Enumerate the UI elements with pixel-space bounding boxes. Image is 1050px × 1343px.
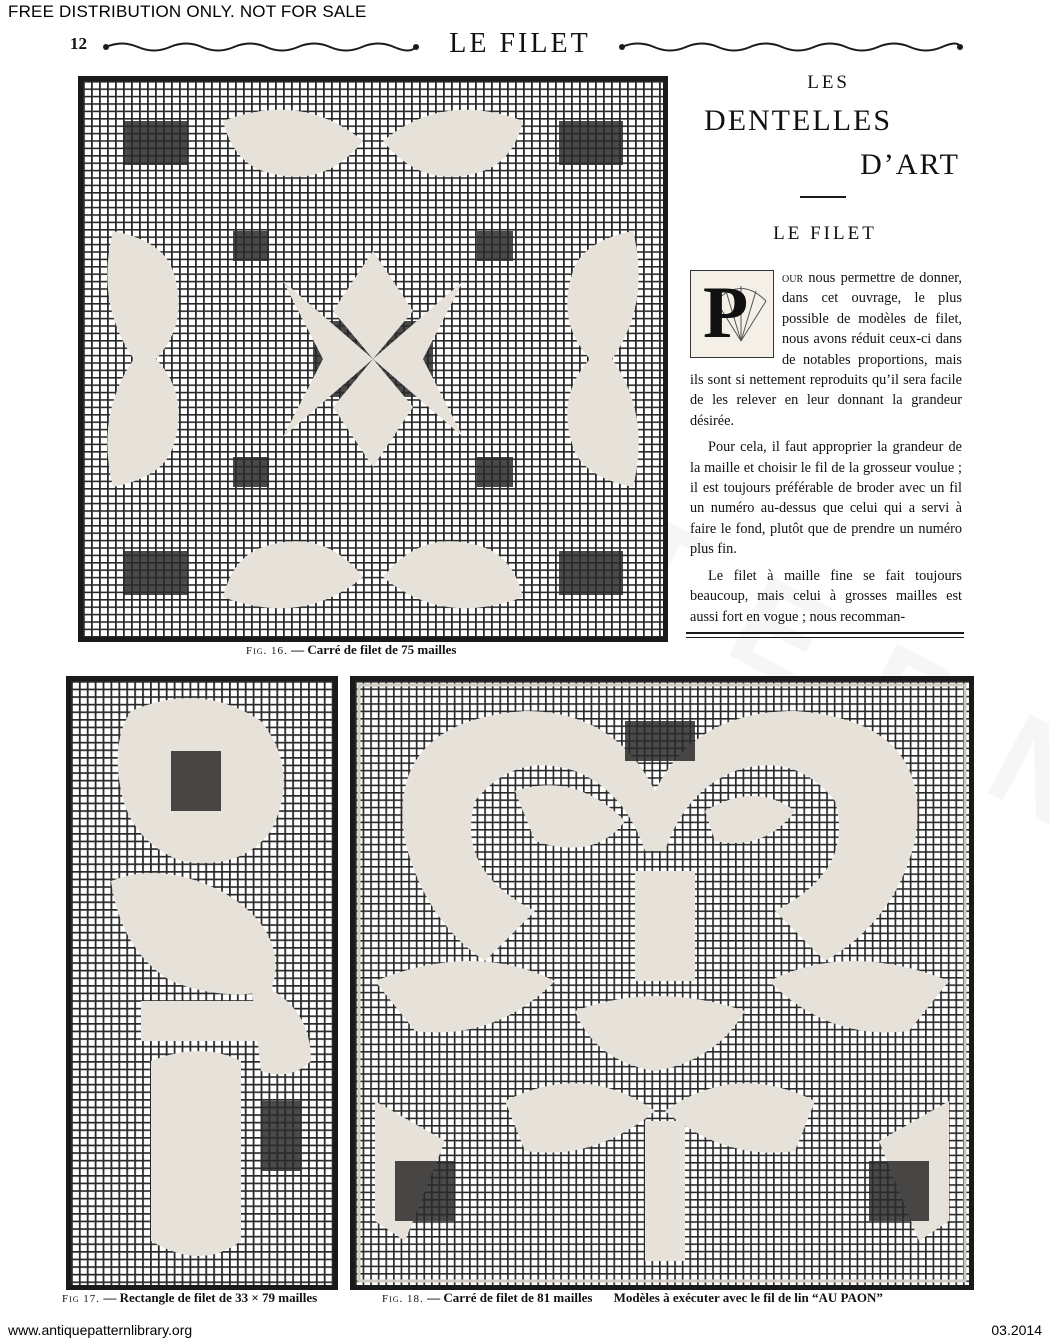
p1-text: nous permettre de donner, dans cet ouvrage, le plus possible de modèles de filet, nous avons réduit ceux-ci dans de notables proportions, mais ils sont si nettement reproduits qu’il sera facile de les relever en leur donnant la grandeur désirée. [690,270,962,429]
figure-17-filet-rectangle [66,676,338,1290]
article-subtitle: LE FILET [773,223,877,244]
figure-17-caption-text: — Rectangle de filet de 33 × 79 mailles [103,1290,318,1305]
paragraph-1 [690,268,962,431]
drop-cap-letter: P [703,272,749,354]
title-dentelles: DENTELLES [704,104,892,137]
figure-16-label: Fig. 16. [246,645,288,657]
footer-date: 03.2014 [991,1322,1042,1338]
right-header-ornament [618,40,964,54]
figure-17-label: Fig 17. [62,1293,101,1305]
figure-16-caption [246,642,456,658]
title-dart: D’ART [860,148,960,181]
figure-17-pattern [71,681,333,1285]
caption-note: Modèles à exécuter avec le fil de lin “AU PAON” [613,1290,883,1305]
footer-site[interactable]: www.antiquepatternlibrary.org [8,1322,193,1338]
page-number: 12 [70,34,87,53]
figure-16-caption-text: — Carré de filet de 75 mailles [291,642,457,657]
column-end-rule [686,632,964,634]
left-header-ornament [102,40,420,54]
distribution-notice: FREE DISTRIBUTION ONLY. NOT FOR SALE [8,2,367,21]
paragraph-3: Le filet à maille fine se fait toujours beaucoup, mais celui à grosses mailles est aussi fort en vogue ; nous recomman- [690,567,962,625]
paragraph-2: Pour cela, il faut approprier la grandeur de la maille et choisir le fil de la grosseur voulue ; il est toujours préférable de broder avec un fil un numéro au-dessus que celui qui a servi à faire le fond, plutôt que de prendre un numéro plus fin. [690,439,962,558]
p1-smallcaps: our [782,270,804,286]
figure-18-pattern [355,681,969,1285]
title-rule [800,196,846,198]
figure-17-caption [62,1290,317,1306]
figure-18-caption-text: — Carré de filet de 81 mailles [427,1290,593,1305]
figure-16-pattern [83,81,663,637]
column-end-rule-2 [686,637,964,638]
figure-18-caption [382,1290,883,1306]
title-les: LES [807,72,850,93]
article-body [690,268,962,633]
figure-18-filet-square [350,676,974,1290]
figure-16-filet-square [78,76,668,642]
figure-18-label: Fig. 18. [382,1293,424,1305]
drop-cap [690,270,774,358]
running-title: LE FILET [449,28,591,59]
